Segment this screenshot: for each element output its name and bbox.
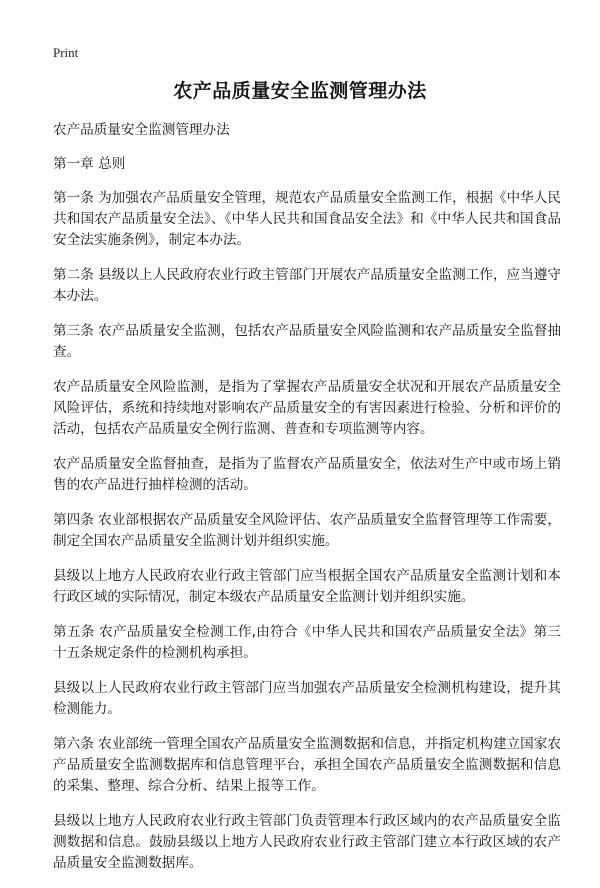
article-paragraph: 第四条 农业部根据农产品质量安全风险评估、农产品质量安全监督管理等工作需要，制定全国农产品质量安全监测计划并组织实施。 [53, 512, 561, 549]
body-paragraph: 县级以上地方人民政府农业行政主管部门应当根据全国农产品质量安全监测计划和本行政区域的实际情况，制定本级农产品质量安全监测计划并组织实施。 [53, 568, 561, 605]
body-paragraph: 县级以上地方人民政府农业行政主管部门负责管理本行政区域内的农产品质量安全监测数据和信息。鼓励县级以上地方人民政府农业行政主管部门建立本行政区域的农产品质量安全监测数据库。 [53, 813, 561, 871]
body-paragraph: 县级以上人民政府农业行政主管部门应当加强农产品质量安全检测机构建设，提升其检测能力。 [53, 680, 561, 717]
body-paragraph: 农产品质量安全风险监测，是指为了掌握农产品质量安全状况和开展农产品质量安全风险评估，系统和持续地对影响农产品质量安全的有害因素进行检验、分析和评价的活动，包括农产品质量安全例行监测、普查和专项监测等内容。 [53, 379, 561, 437]
article-paragraph: 第一条 为加强农产品质量安全管理，规范农产品质量安全监测工作，根据《中华人民共和国农产品质量安全法》、《中华人民共和国食品安全法》和《中华人民共和国食品安全法实施条例》，制定本办法。 [53, 190, 561, 248]
chapter-heading: 第一章 总则 [53, 156, 126, 172]
body-paragraph: 农产品质量安全监督抽查，是指为了监督农产品质量安全，依法对生产中或市场上销售的农产品进行抽样检测的活动。 [53, 456, 561, 493]
document-title: 农产品质量安全监测管理办法 [173, 80, 427, 102]
article-paragraph: 第五条 农产品质量安全检测工作,由符合《中华人民共和国农产品质量安全法》第三十五条规定条件的检测机构承担。 [53, 624, 561, 661]
article-paragraph: 第二条 县级以上人民政府农业行政主管部门开展农产品质量安全监测工作，应当遵守本办法。 [53, 267, 561, 304]
print-link[interactable]: Print [53, 45, 79, 60]
article-paragraph: 第六条 农业部统一管理全国农产品质量安全监测数据和信息，并指定机构建立国家农产品质量安全监测数据库和信息管理平台，承担全国农产品质量安全监测数据和信息的采集、整理、综合分析、结果上报等工作。 [53, 736, 561, 794]
article-paragraph: 第三条 农产品质量安全监测，包括农产品质量安全风险监测和农产品质量安全监督抽查。 [53, 323, 561, 360]
body-paragraph: 农产品质量安全监测管理办法 [53, 122, 230, 138]
document-body [53, 120, 561, 888]
